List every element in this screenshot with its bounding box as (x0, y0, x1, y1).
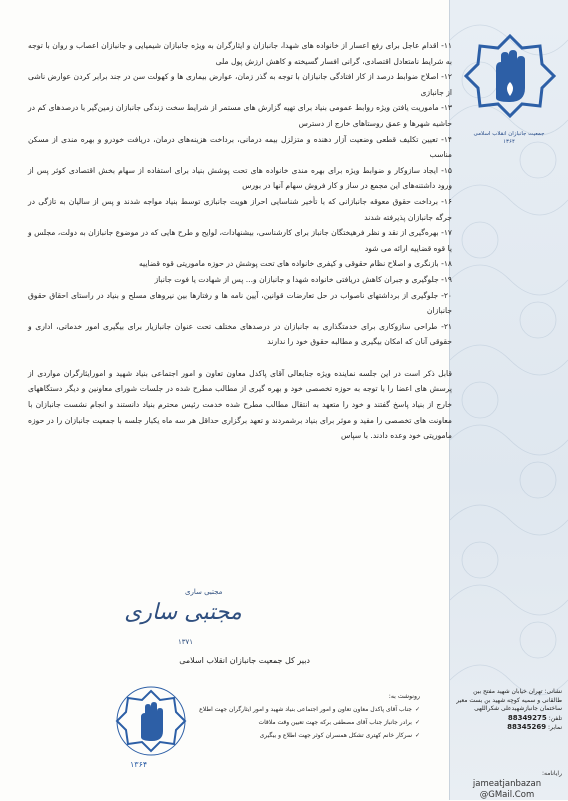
cc-item: ✓برادر جانباز جناب آقای مصطفی برکه جهت تعیین وقت ملاقات (258, 719, 420, 726)
email-user[interactable]: jameatjanbazan (472, 779, 542, 789)
checkmark-icon: ✓ (414, 706, 420, 713)
list-item: ۱۱- اقدام عاجل برای رفع اعسار از خانواده های شهدا، جانبازان و ایثارگران به ویژه جانبازان شیمیایی و جانبازان اعصاب و روان با توجه به شرایط نامتعادل اقتصادی، گرانی افسار گسیخته و کاهش ارزش پول ملی (28, 41, 452, 66)
list-item: ۱۹- جلوگیری و جبران کاهش دریافتی خانواده شهدا و جانبازان و... پس از شهادت یا فوت جانباز (154, 274, 452, 284)
cc-item: ✓سرکار خانم کهتری تشکل همسران کوثر جهت اطلاع و بیگیری (259, 732, 420, 739)
list-item: ۱۶- برداخت حقوق معوقه جانبازانی که با تأخیر شناسایی احراز هویت جانبازی توسط بنیاد مواجه شدند و پس از سالیان به تازگی در جرگه جانبازان پذیرفته شدند (28, 196, 452, 222)
signature-year: ۱۳۷۱ (178, 638, 194, 646)
letterhead-sidebar (449, 0, 568, 800)
list-item: ۲۱- طراحی سازوکاری برای خدمتگذاری به جانبازان در درصدهای مختلف تحت عنوان جانبازیار برای بیگیری امور خدماتی، اداری و حقوقی آنان که امکان بیگیری و مطالبه حقوق خود را ندارند (28, 321, 452, 347)
list-item: ۱۵- ایجاد سازوکار و ضوابط ویژه برای بهره مندی خانواده های تحت پوشش بنیاد برای استفاده از سهام بخش اقتصادی کوثر پس از ورود داشتنه‌های این مجمع در ساز و کار فروش سهام آنها در بورس (28, 165, 452, 191)
list-item: ۱۸- بازنگری و اصلاح نظام حقوقی و کیفری خانواده های تحت پوشش در حوزه ماموریتی قوه قضاییه (138, 259, 452, 269)
cc-label: رونوشت به: (388, 693, 420, 700)
address-label: نشانی: (544, 688, 562, 695)
list-item: ۱۳- ماموریت یافتن ویژه روابط عمومی بنیاد برای تهیه گزارش های مستمر از شرایط سخت زندگی جانبازان زمین‌گیر با درصدهای کم در حاشیه شهرها و عمق روستاهای خارج از دسترس (28, 103, 452, 128)
list-item: ۱۴- تعیین تکلیف قطعی وضعیت آزار دهنده و متزلزل بیمه درمانی، برداخت هزینه‌های درمان، دریافت خودرو و بهره مندی از مسکن مناسب (28, 134, 452, 160)
contact-info (452, 688, 562, 733)
list-item: ۱۲- اصلاح ضوابط درصد از کار افتادگی جانبازان با توجه به گذر زمان، عوارض بیماری ها و کهولت سن در جند برابر کردن عوارض ناشی از جانبازی (28, 72, 452, 97)
fax-number: 88345269 (507, 723, 547, 732)
logo-caption: جمعیت جانبازان انقلاب اسلامی ۱۳۶۴ (473, 131, 545, 145)
fax-label: نمابر: (548, 724, 562, 732)
closing-paragraph: قابل ذکر است در این جلسه نماینده ویژه جنابعالی آقای پاکدل معاون تعاون و امور اجتماعی بنیاد شهید و امورایثارگران مواردی از پرسش های اعضا را با توجه به حوزه تخصصی خود و بهره گیری از مطالب مطرح شده در جلسات شورای معاونین و دیگر دستگاههای خارج از بنیاد پاسخ گفتند و خود را متعهد به انتقال مطالب مطرح شده خدمت رئیس محترم بنیاد دانستند و انجام نشست جانبازان با معاونت های تخصصی را مفید و موثر برای بنیاد برشمردند و تعهد برگزاری حداقل هر سه ماه یکبار جلسه با جمعیت جانبازان را در حوزه ماموریتی خود وعده دادند. با سپاس (28, 368, 452, 441)
cc-item: ✓جناب آقای پاکدل معاون تعاون و امور اجتماعی بنیاد شهید و امور ایثارگران جهت اطلاع (199, 706, 420, 713)
document-body (28, 38, 452, 451)
phone-number: 88349275 (507, 713, 547, 722)
checkmark-icon: ✓ (414, 719, 420, 726)
email-label: رایانامه: (541, 770, 562, 777)
cc-list (199, 690, 420, 742)
email-domain[interactable]: @GMail.Com (479, 790, 535, 800)
signature-block (90, 580, 310, 680)
list-item: ۲۰- جلوگیری از برداشتهای ناصواب در حل تعارضات قوانین، آیین نامه ها و رفتارها بین نیروهای مسلح و بنیاد در راستای احقاق حقوق جانبازان (28, 290, 452, 316)
address-text: تهران خیابان شهید مفتح بین طالقانی و سمیه کوچه شهید بن بست معیر ساختمان جانبازشهیدعلی شکراللهی (456, 688, 562, 713)
email-block (452, 768, 562, 801)
list-item: ۱۷- بهره‌گیری از نقد و نظر فرهیختگان جانباز برای کارشناسی، بیشنهادات، لوایح و طرح هایی که در موضوع جانبازان به دولت، مجلس و یا قوه قضاییه ارائه می شود (28, 228, 452, 253)
signature-name: مجتبی ساری (124, 600, 242, 625)
checkmark-icon: ✓ (414, 732, 420, 739)
signatory-title: دبیر کل جمعیت جانبازان انقلاب اسلامی (179, 656, 310, 665)
signature-small-text: مجتبی ساری (185, 588, 223, 596)
official-stamp-icon (112, 685, 190, 781)
stamp-year: ۱۳۶۴ (130, 760, 148, 769)
phone-label: تلفن: (548, 714, 562, 722)
